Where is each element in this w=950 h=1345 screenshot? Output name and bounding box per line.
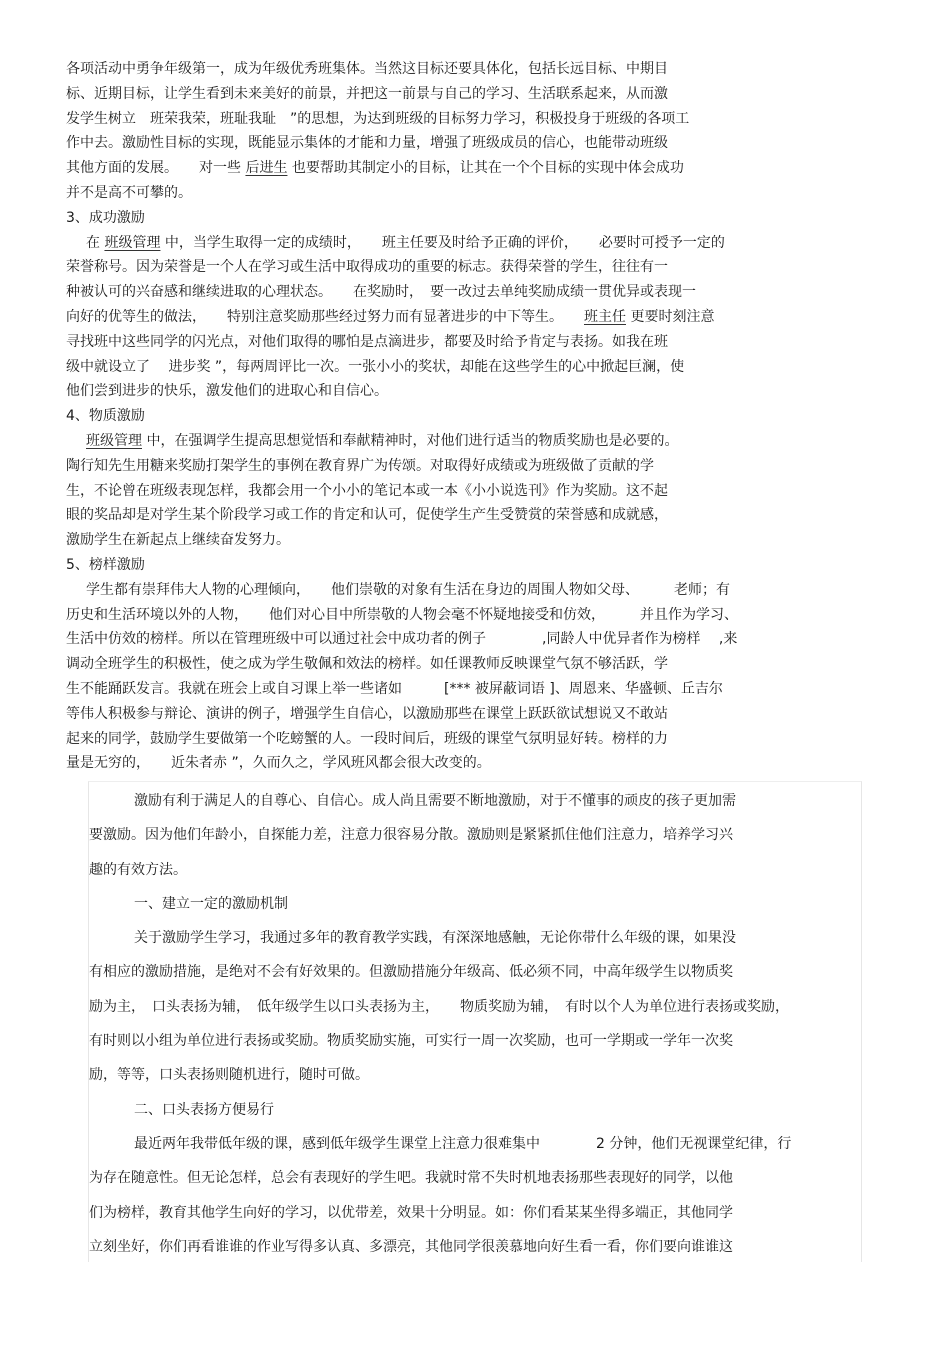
article-lower-frame: [88, 781, 862, 1262]
text-line: [66, 429, 846, 454]
text-line: 关于激励学生学习，我通过多年的教育教学实践，有深深地感触，无论你带什么年级的课，如果没: [134, 930, 736, 947]
text-line: [66, 305, 846, 330]
text-line: 生，不论曾在班级表现怎样，我都会用一个小小的笔记本或一本《小小说选刊》作为奖励。这不起: [66, 482, 668, 499]
text-line: [66, 231, 846, 256]
text-line: 眼的奖品却是对学生某个阶段学习或工作的肯定和认可，促使学生产生受赞赏的荣誉感和成就感，: [66, 507, 668, 524]
text-line: 激励学生在新起点上继续奋发努力。: [66, 532, 290, 549]
success-paragraph: [66, 231, 846, 405]
text-line: 励，等等，口头表扬则随机进行，随时可做。: [89, 1067, 369, 1084]
text-line: 并不是高不可攀的。: [66, 184, 192, 201]
section-heading-5: 5、榜样激励: [66, 556, 145, 573]
text-line: 生活中仿效的榜样。所以在管理班级中可以通过社会中成功者的例子 ,同龄人中优异者作为榜样 ,来: [66, 631, 738, 648]
text-line: 为存在随意性。但无论怎样，总会有表现好的学生吧。我就时常不失时机地表扬那些表现好的同学，以他: [89, 1170, 733, 1187]
text-span: 其他方面的发展。 对一些: [66, 160, 246, 177]
section-title-2: 二、口头表扬方便易行: [134, 1101, 274, 1118]
text-line: 量是无穷的， 近朱者赤 ”，久而久之，学风班风都会很大改变的。: [66, 755, 491, 772]
text-line: 荣誉称号。因为荣誉是一个人在学习或生活中取得成功的重要的标志。获得荣誉的学生，往往有一: [66, 259, 668, 276]
section-heading-3: 3、成功激励: [66, 209, 145, 226]
text-line: 起来的同学，鼓励学生要做第一个吃螃蟹的人。一段时间后，班级的课堂气氛明显好转。榜样的力: [66, 730, 668, 747]
text-line: 作中去。激励性目标的实现，既能显示集体的才能和力量，增强了班级成员的信心，也能带动班级: [66, 135, 668, 152]
text-span: 更要时刻注意: [626, 308, 715, 325]
text-line: 立刻坐好，你们再看谁谁的作业写得多认真、多漂亮，其他同学很羡慕地向好生看一看，你们要向谁谁这: [89, 1238, 733, 1255]
text-line: 发学生树立 班荣我荣，班耻我耻 ”的思想，为达到班级的目标努力学习，积极投身于班级的各项工: [66, 110, 690, 127]
text-line: [66, 156, 846, 181]
article-lower: [89, 790, 861, 1270]
model-paragraph: [66, 578, 846, 776]
text-line: 励为主， 口头表扬为辅， 低年级学生以口头表扬为主， 物质奖励为辅， 有时以个人为单位进行表扬或奖励，: [89, 998, 789, 1015]
text-span: 也要帮助其制定小的目标，让其在一个个目标的实现中体会成功: [287, 160, 684, 177]
section-heading-4: 4、物质激励: [66, 408, 145, 425]
text-line: 们为榜样，教育其他学生向好的学习，以优带差，效果十分明显。如：你们看某某坐得多端正，其他同学: [89, 1204, 733, 1221]
material-paragraph: [66, 429, 846, 553]
text-line: 学生都有崇拜伟大人物的心理倾向， 他们崇敬的对象有生活在身边的周围人物如父母、 老师；有: [86, 581, 730, 598]
text-line: 他们尝到进步的快乐，激发他们的进取心和自信心。: [66, 383, 388, 400]
goal-paragraph: [66, 57, 846, 206]
text-line: 陶行知先生用糖来奖励打架学生的事例在教育界广为传颂。对取得好成绩或为班级做了贡献的学: [66, 457, 654, 474]
text-line: 有时则以小组为单位进行表扬或奖励。物质奖励实施，可实行一周一次奖励，也可一学期或一学年一次奖: [89, 1033, 733, 1050]
text-line: 等伟人积极参与辩论、演讲的例子，增强学生自信心，以激励那些在课堂上跃跃欲试想说又不敢站: [66, 705, 668, 722]
text-line: 趣的有效方法。: [89, 861, 187, 878]
text-line: 最近两年我带低年级的课，感到低年级学生课堂上注意力很难集中 2 分钟，他们无视课堂纪律，行: [134, 1135, 792, 1152]
text-line: 种被认可的兴奋感和继续进取的心理状态。 在奖励时， 要一改过去单纯奖励成绩一贯优异或表现一: [66, 284, 696, 301]
article-upper: [66, 57, 846, 776]
keyword-link[interactable]: 后进生: [245, 160, 288, 177]
text-line: 要激励。因为他们年龄小，自探能力差，注意力很容易分散。激励则是紧紧抓住他们注意力，培养学习兴: [89, 827, 733, 844]
text-line: 寻找班中这些同学的闪光点，对他们取得的哪怕是点滴进步，都要及时给予肯定与表扬。如我在班: [66, 333, 668, 350]
text-line: 历史和生活环境以外的人物， 他们对心目中所崇敬的人物会毫不怀疑地接受和仿效， 并且作为学习、: [66, 606, 738, 623]
text-span: 中，当学生取得一定的成绩时， 班主任要及时给予正确的评价， 必要时可授予一定的: [160, 234, 725, 251]
text-line: 生不能踊跃发言。我就在班会上或自习课上举一些诸如 [*** 被屏蔽词语 ]、周恩来、华盛顿、丘吉尔: [66, 680, 723, 697]
text-span: 中，在强调学生提高思想觉悟和奉献精神时，对他们进行适当的物质奖励也是必要的。: [142, 432, 679, 449]
text-span: 向好的优等生的做法， 特别注意奖励那些经过努力而有显著进步的中下等生。: [66, 308, 584, 325]
keyword-link[interactable]: 班主任: [584, 308, 626, 325]
keyword-link[interactable]: 班级管理: [104, 234, 161, 251]
section-title-1: 一、建立一定的激励机制: [134, 895, 288, 912]
keyword-link[interactable]: 班级管理: [86, 432, 142, 449]
text-line: 标、近期目标，让学生看到未来美好的前景，并把这一前景与自己的学习、生活联系起来，从而激: [66, 85, 668, 102]
text-line: 调动全班学生的积极性，使之成为学生敬佩和效法的榜样。如任课教师反映课堂气氛不够活跃，学: [66, 656, 668, 673]
text-line: 级中就设立了 进步奖 ”，每两周评比一次。一张小小的奖状，却能在这些学生的心中掀起巨澜，使: [66, 358, 685, 375]
text-span: 在: [86, 234, 105, 251]
text-line: 有相应的激励措施，是绝对不会有好效果的。但激励措施分年级高、低必须不同，中高年级学生以物质奖: [89, 964, 733, 981]
text-line: 各项活动中勇争年级第一，成为年级优秀班集体。当然这目标还要具体化，包括长远目标、中期目: [66, 61, 668, 77]
text-line: 激励有利于满足人的自尊心、自信心。成人尚且需要不断地激励，对于不懂事的顽皮的孩子更加需: [134, 793, 736, 809]
